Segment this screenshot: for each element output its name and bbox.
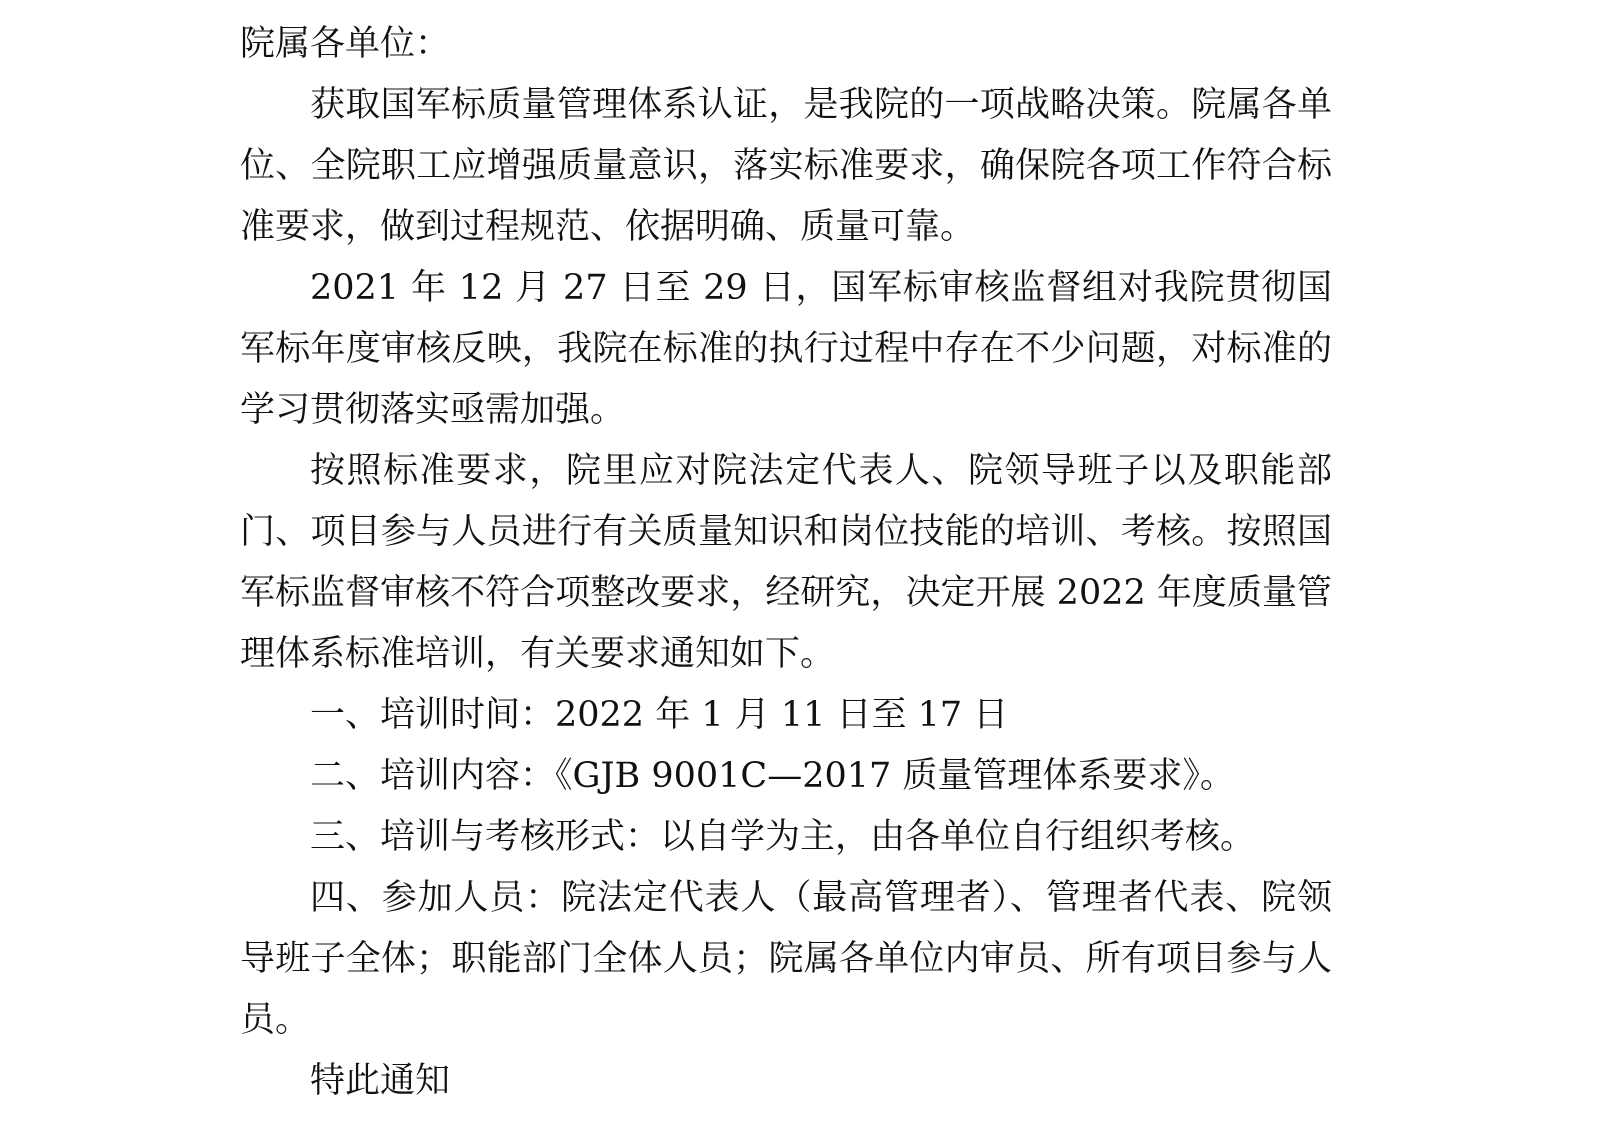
item-training-content: 二、培训内容：《GJB 9001C—2017 质量管理体系要求》。 — [310, 756, 1235, 796]
paragraph-requirements: 按照标准要求，院里应对院法定代表人、院领导班子以及职能部门、项目参与人员进行有关质量知识和岗位技能的培训、考核。按照国军标监督审核不符合项整改要求，经研究，决定开展 2022 年度质量管理体系标准培训，有关要求通知如下。 — [240, 451, 1332, 674]
paragraph-certification: 获取国军标质量管理体系认证，是我院的一项战略决策。院属各单位、全院职工应增强质量意识，落实标准要求，确保院各项工作符合标准要求，做到过程规范、依据明确、质量可靠。 — [240, 85, 1332, 247]
paragraph-audit: 2021 年 12 月 27 日至 29 日，国军标审核监督组对我院贯彻国军标年度审核反映，我院在标准的执行过程中存在不少问题，对标准的学习贯彻落实亟需加强。 — [240, 268, 1332, 430]
item-training-time: 一、培训时间：2022 年 1 月 11 日至 17 日 — [310, 695, 1009, 735]
closing: 特此通知 — [310, 1061, 451, 1101]
salutation: 院属各单位： — [240, 24, 451, 64]
item-training-format: 三、培训与考核形式：以自学为主，由各单位自行组织考核。 — [310, 817, 1256, 857]
item-participants: 四、参加人员：院法定代表人（最高管理者）、管理者代表、院领导班子全体；职能部门全体人员；院属各单位内审员、所有项目参与人员。 — [240, 878, 1332, 1040]
document-body — [240, 14, 1332, 1112]
